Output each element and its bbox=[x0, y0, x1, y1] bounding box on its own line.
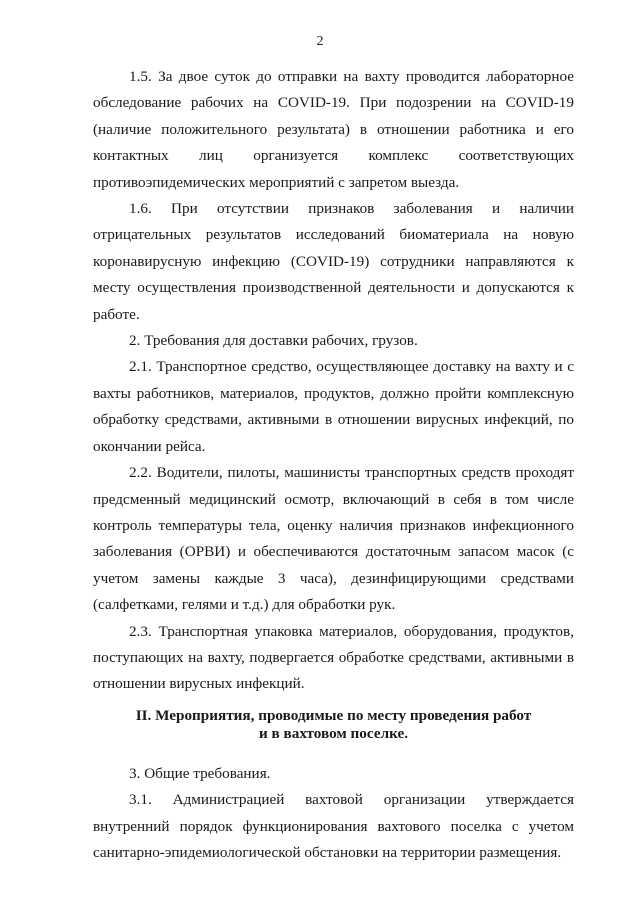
paragraph-2-2: 2.2. Водители, пилоты, машинисты транспортных средств проходят предсменный медицинский осмотр, включающий в себя в том числе контроль температуры тела, оценку наличия признаков инфекционного заболевания (ОРВИ) и обеспечиваются достаточным запасом масок (с учетом замены каждые 3 часа), дезинфицирующими средствами (салфетками, гелями и т.д.) для обработки рук. bbox=[93, 464, 574, 614]
paragraph-2-1: 2.1. Транспортное средство, осуществляющее доставку на вахту и с вахты работников, материалов, продуктов, должно пройти комплексную обработку средствами, активными в отношении вирусных инфекций, по окончании рейса. bbox=[93, 358, 574, 455]
page-number: 2 bbox=[316, 34, 324, 49]
paragraph-1-6: 1.6. При отсутствии признаков заболевания и наличии отрицательных результатов исследований биоматериала на новую коронавирусную инфекцию (COVID-19) сотрудники направляются к месту осуществления производственной деятельности и допускаются к работе. bbox=[93, 200, 574, 323]
section-heading-line-2: и в вахтовом поселке. bbox=[258, 724, 409, 742]
paragraph-2: 2. Требования для доставки рабочих, грузов. bbox=[129, 332, 418, 350]
paragraph-3-1: 3.1. Администрацией вахтовой организации утверждается внутренний порядок функционирования вахтового поселка с учетом санитарно-эпидемиологической обстановки на территории размещения. bbox=[93, 791, 574, 861]
paragraph-2-3: 2.3. Транспортная упаковка материалов, оборудования, продуктов, поступающих на вахту, подвергается обработке средствами, активными в отношении вирусных инфекций. bbox=[93, 622, 574, 693]
paragraph-3: 3. Общие требования. bbox=[129, 764, 271, 782]
section-heading bbox=[93, 707, 574, 743]
paragraph-1-5: 1.5. За двое суток до отправки на вахту проводится лабораторное обследование рабочих на COVID-19. При подозрении на COVID-19 (наличие положительного результата) в отношении работника и его контактных лиц организуется комплекс соответствующих противоэпидемических мероприятий с запретом выезда. bbox=[93, 68, 574, 191]
section-heading-line-1: II. Мероприятия, проводимые по месту проведения работ bbox=[135, 706, 532, 724]
document-body bbox=[93, 64, 574, 866]
